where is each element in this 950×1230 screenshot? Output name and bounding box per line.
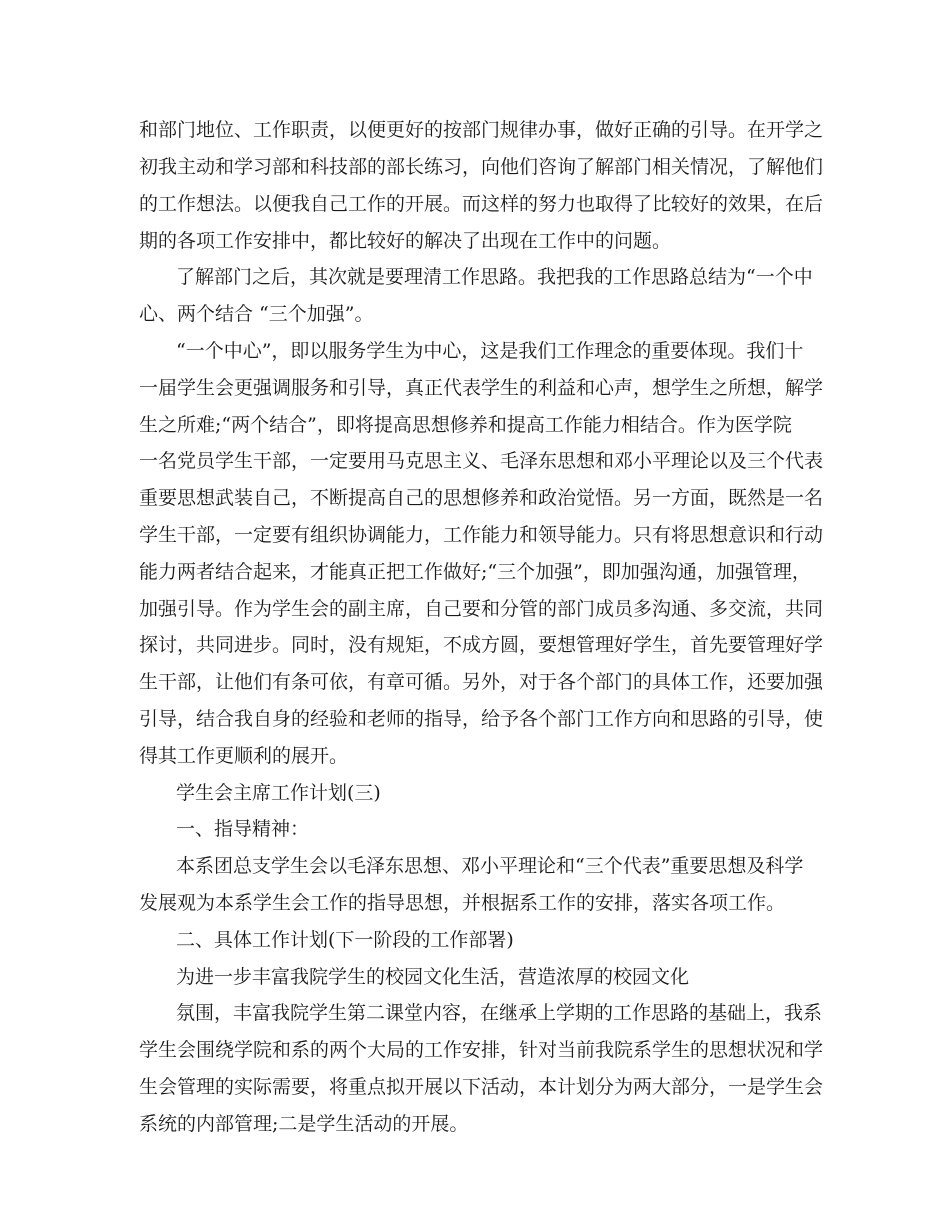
text-line: 为进一步丰富我院学生的校园文化生活，营造浓厚的校园文化: [176, 966, 690, 988]
text-line: 加强引导。作为学生会的副主席，自己要和分管的部门成员多沟通、多交流，共同: [139, 598, 824, 620]
text-line: 本系团总支学生会以毛泽东思想、邓小平理论和“三个代表”重要思想及科学: [176, 855, 804, 877]
text-line: 得其工作更顺利的展开。: [139, 745, 349, 767]
text-line: 一届学生会更强调服务和引导，真正代表学生的利益和心声，想学生之所想，解学: [139, 377, 824, 399]
section-heading: 学生会主席工作计划(三): [176, 782, 381, 804]
subsection-heading: 二、具体工作计划(下一阶段的工作部署): [176, 929, 514, 951]
subsection-heading: 一、指导精神：: [176, 818, 310, 840]
text-line: 的工作想法。以便我自己工作的开展。而这样的努力也取得了比较好的效果，在后: [139, 193, 824, 215]
text-line: 学生会围绕学院和系的两个大局的工作安排，针对当前我院系学生的思想状况和学: [139, 1039, 824, 1061]
text-line: “一个中心”，即以服务学生为中心，这是我们工作理念的重要体现。我们十: [176, 340, 804, 362]
text-line: 氛围，丰富我院学生第二课堂内容，在继承上学期的工作思路的基础上，我系: [176, 1002, 823, 1024]
text-line: 生干部，让他们有条可依，有章可循。另外，对于各个部门的具体工作，还要加强: [139, 671, 824, 693]
text-line: 重要思想武装自己，不断提高自己的思想修养和政治觉悟。另一方面，既然是一名: [139, 487, 824, 509]
text-line: 一名党员学生干部，一定要用马克思主义、毛泽东思想和邓小平理论以及三个代表: [139, 450, 824, 472]
text-line: 心、两个结合 “三个加强”。: [139, 303, 374, 325]
text-line: 系统的内部管理;二是学生活动的开展。: [139, 1113, 469, 1135]
text-line: 和部门地位、工作职责，以便更好的按部门规律办事，做好正确的引导。在开学之: [139, 119, 824, 141]
text-line: 生之所难;“两个结合”，即将提高思想修养和提高工作能力相结合。作为医学院: [139, 414, 792, 436]
text-line: 探讨，共同进步。同时，没有规矩，不成方圆，要想管理好学生，首先要管理好学: [139, 634, 824, 656]
text-line: 生会管理的实际需要，将重点拟开展以下活动，本计划分为两大部分，一是学生会: [139, 1076, 824, 1098]
text-line: 引导，结合我自身的经验和老师的指导，给予各个部门工作方向和思路的引导，使: [139, 708, 824, 730]
text-line: 发展观为本系学生会工作的指导思想，并根据系工作的安排，落实各项工作。: [139, 892, 786, 914]
text-line: 期的各项工作安排中，都比较好的解决了出现在工作中的问题。: [139, 230, 672, 252]
text-line: 初我主动和学习部和科技部的部长练习，向他们咨询了解部门相关情况，了解他们: [139, 156, 824, 178]
text-line: 能力两者结合起来，才能真正把工作做好;“三个加强”，即加强沟通，加强管理，: [139, 561, 811, 583]
text-line: 了解部门之后，其次就是要理清工作思路。我把我的工作思路总结为“一个中: [176, 266, 813, 288]
text-line: 学生干部，一定要有组织协调能力，工作能力和领导能力。只有将思想意识和行动: [139, 524, 824, 546]
